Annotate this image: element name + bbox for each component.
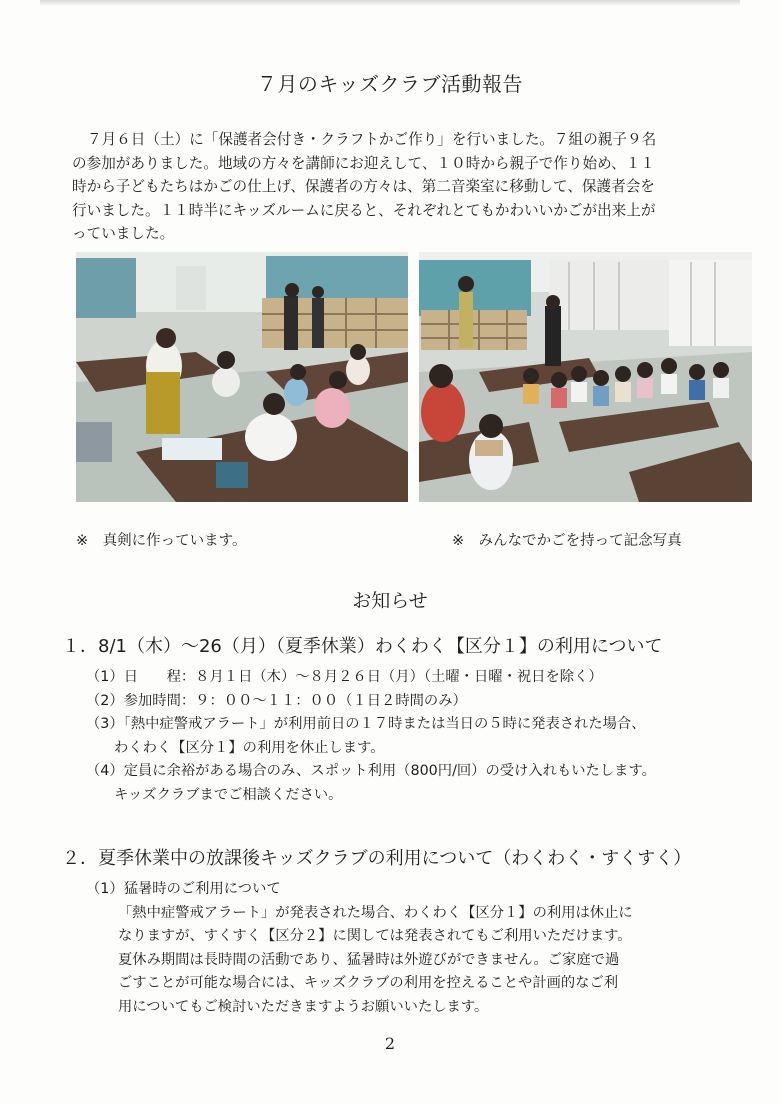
list-item-continuation: 夏休み期間は長時間の活動であり、猛暑時は外遊びができません。ご家庭で過 — [118, 951, 620, 968]
intro-line: 行いました。１１時半にキッズルームに戻ると、それぞれとてもかわいいかごが出来上が — [72, 201, 656, 219]
intro-paragraph — [72, 128, 712, 246]
list-item-continuation: 用についてもご検討いただきますようお願いいたします。 — [118, 998, 489, 1015]
list-item-continuation: キッズクラブまでご相談ください。 — [114, 786, 343, 803]
list-item-continuation: わくわく【区分１】の利用を休止します。 — [114, 739, 385, 756]
intro-line: ７月６日（土）に「保護者会付き・クラフトかご作り」を行いました。７組の親子９名 — [87, 131, 657, 148]
list-item: （3）「熱中症警戒アラート」が利用前日の１７時または当日の５時に発表された場合、 — [86, 716, 646, 732]
photo-crafting — [76, 252, 408, 502]
intro-line: っていました。 — [72, 225, 175, 242]
page-title: ７月のキッズクラブ活動報告 — [256, 72, 524, 96]
list-item: （1）猛暑時のご利用について — [86, 881, 281, 897]
notice-heading: お知らせ — [352, 590, 428, 612]
page-number: 2 — [384, 1034, 396, 1053]
list-item-continuation: ごすことが可能な場合には、キッズクラブの利用を控えることや計画的なご利 — [118, 975, 619, 991]
list-item: （2）参加時間：９：００～１１：００（１日２時間のみ） — [86, 692, 467, 709]
photo-caption-right: ※ みんなでかごを持って記念写真 — [452, 533, 682, 549]
list-item: （4）定員に余裕がある場合のみ、スポット利用（800円/回）の受け入れもいたします。 — [86, 763, 656, 779]
section1-items — [86, 666, 746, 807]
photo-caption-left: ※ 真剣に作っています。 — [76, 533, 247, 549]
intro-line: 時から子どもたちはかごの仕上げ、保護者の方々は、第二音楽室に移動して、保護者会を — [72, 178, 655, 195]
photo-group-baskets — [419, 252, 752, 502]
section2-items — [86, 878, 746, 1019]
section2-heading: ２．夏季休業中の放課後キッズクラブの利用について（わくわく・すくすく） — [62, 848, 692, 869]
intro-line: の参加がありました。地域の方々を講師にお迎えして、１０時から親子で作り始め、１１ — [72, 154, 655, 172]
list-item: （1）日 程：８月１日（木）～８月２６日（月）（土曜・日曜・祝日を除く） — [86, 669, 603, 685]
list-item-continuation: なりますが、すくすく【区分２】に関しては発表されてもご利用いただけます。 — [118, 928, 632, 944]
scan-edge — [40, 0, 740, 6]
section1-heading: １．8/1（木）～26（月）（夏季休業）わくわく【区分１】の利用について — [62, 636, 663, 657]
list-item-continuation: 「熱中症警戒アラート」が発表された場合、わくわく【区分１】の利用は休止に — [118, 904, 633, 921]
